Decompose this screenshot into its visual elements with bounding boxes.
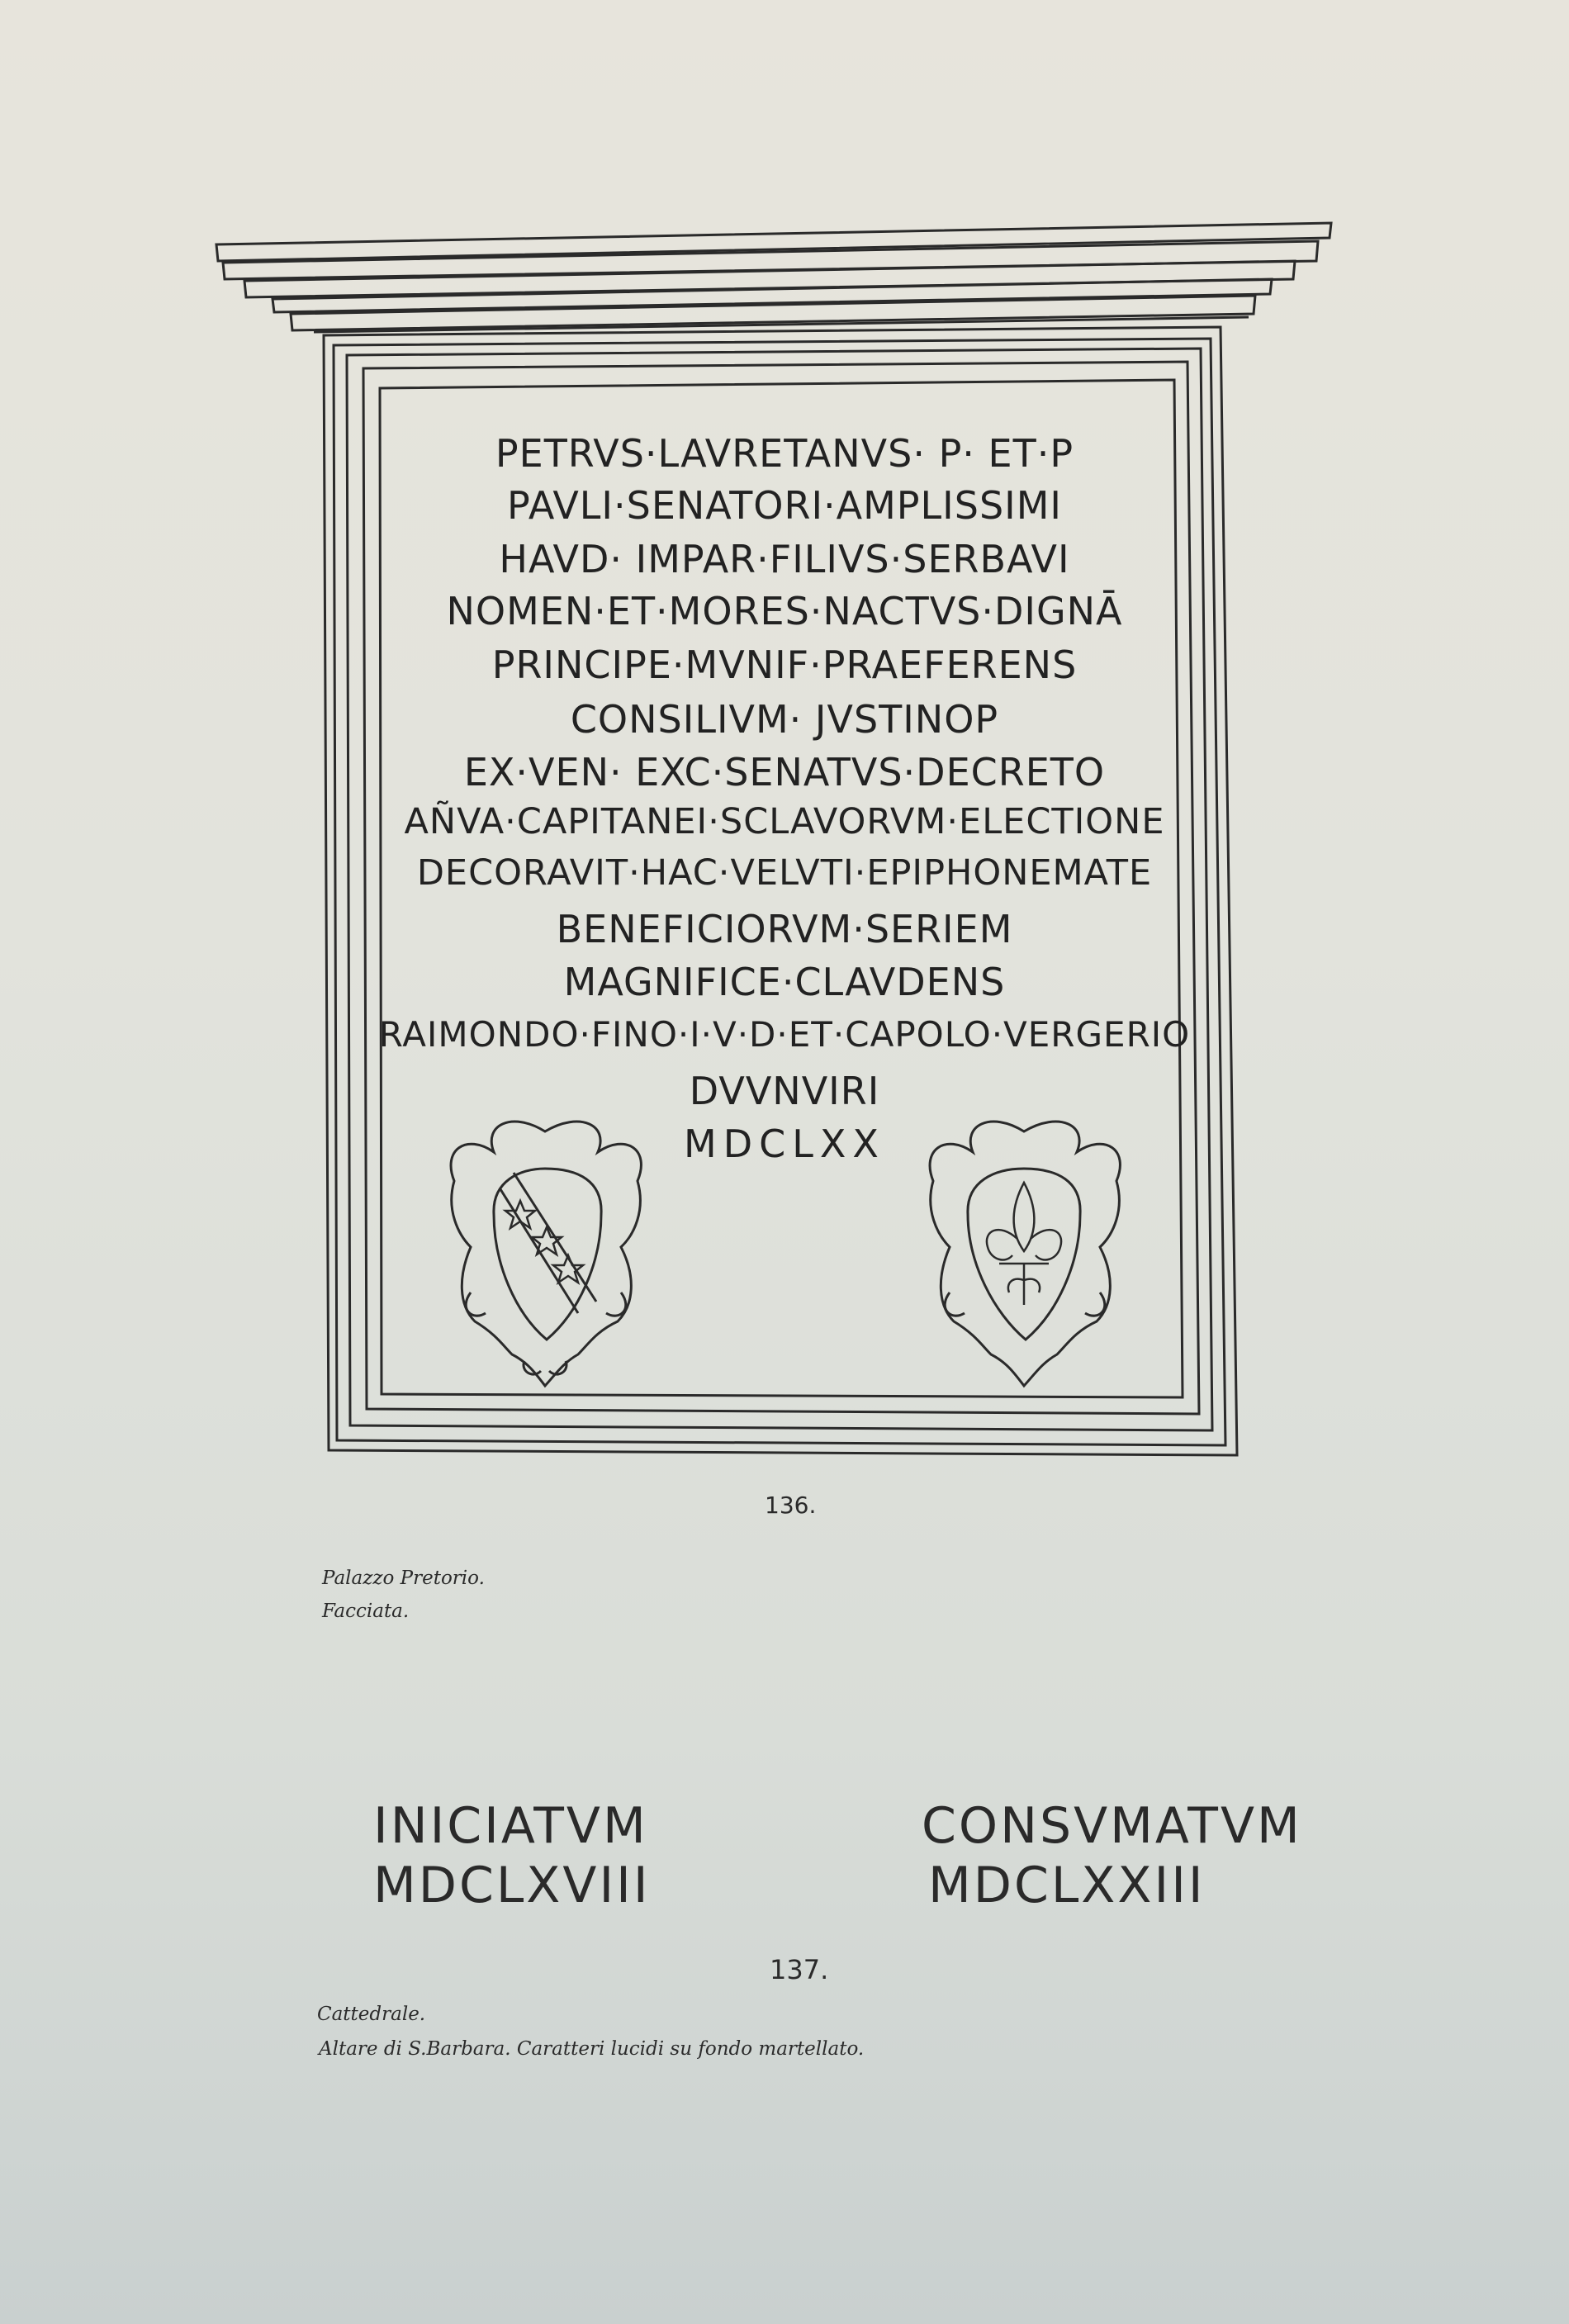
inscription-line-6: CONSILIVM· JVSTINOP bbox=[570, 697, 999, 742]
inscription-line-8: AÑVA·CAPITANEI·SCLAVORVM·ELECTIONE bbox=[404, 801, 1165, 842]
caption-136-location: Palazzo Pretorio. bbox=[322, 1568, 485, 1589]
stars-icon bbox=[505, 1201, 583, 1283]
inscription-line-7: EX·VEN· EXC·SENATVS·DECRETO bbox=[463, 750, 1106, 794]
figure-number-136: 136. bbox=[765, 1492, 817, 1519]
inscription-line-5: PRINCIPE·MVNIF·PRAEFERENS bbox=[491, 643, 1078, 687]
caption-137-location: Cattedrale. bbox=[317, 2004, 426, 2025]
inscription-line-1: PETRVS·LAVRETANVS· P· ET·P bbox=[495, 431, 1074, 476]
inscription-right-word: CONSVMATVM bbox=[922, 1797, 1302, 1855]
inscription-line-10: BENEFICIORVM·SERIEM bbox=[556, 907, 1013, 951]
inscription-right-year: MDCLXXIII bbox=[928, 1857, 1206, 1914]
inscription-line-3: HAVD· IMPAR·FILIVS·SERBAVI bbox=[499, 537, 1070, 581]
inscription-line-9: DECORAVIT·HAC·VELVTI·EPIPHONEMATE bbox=[416, 852, 1153, 894]
inscription-line-14: MDCLXX bbox=[684, 1122, 885, 1166]
inscription-line-4: NOMEN·ET·MORES·NACTVS·DIGNĀ bbox=[446, 589, 1123, 633]
inscription-line-13: DVVNVIRI bbox=[689, 1069, 880, 1113]
figure-number-137: 137. bbox=[770, 1954, 829, 1985]
fleur-de-lis-icon bbox=[987, 1183, 1061, 1305]
inscription-left-word: INICIATVM bbox=[373, 1797, 648, 1855]
inscription-left-year: MDCLXVIII bbox=[373, 1857, 651, 1914]
inscription-line-2: PAVLI·SENATORI·AMPLISSIMI bbox=[507, 483, 1062, 528]
caption-137-detail: Altare di S.Barbara. Caratteri lucidi su fondo martellato. bbox=[319, 2038, 865, 2060]
inscription-line-12: RAIMONDO·FINO·I·V·D·ET·CAPOLO·VERGERIO bbox=[378, 1014, 1191, 1055]
inscription-line-11: MAGNIFICE·CLAVDENS bbox=[563, 960, 1006, 1004]
cornice bbox=[216, 223, 1331, 332]
caption-136-detail: Facciata. bbox=[322, 1601, 410, 1622]
